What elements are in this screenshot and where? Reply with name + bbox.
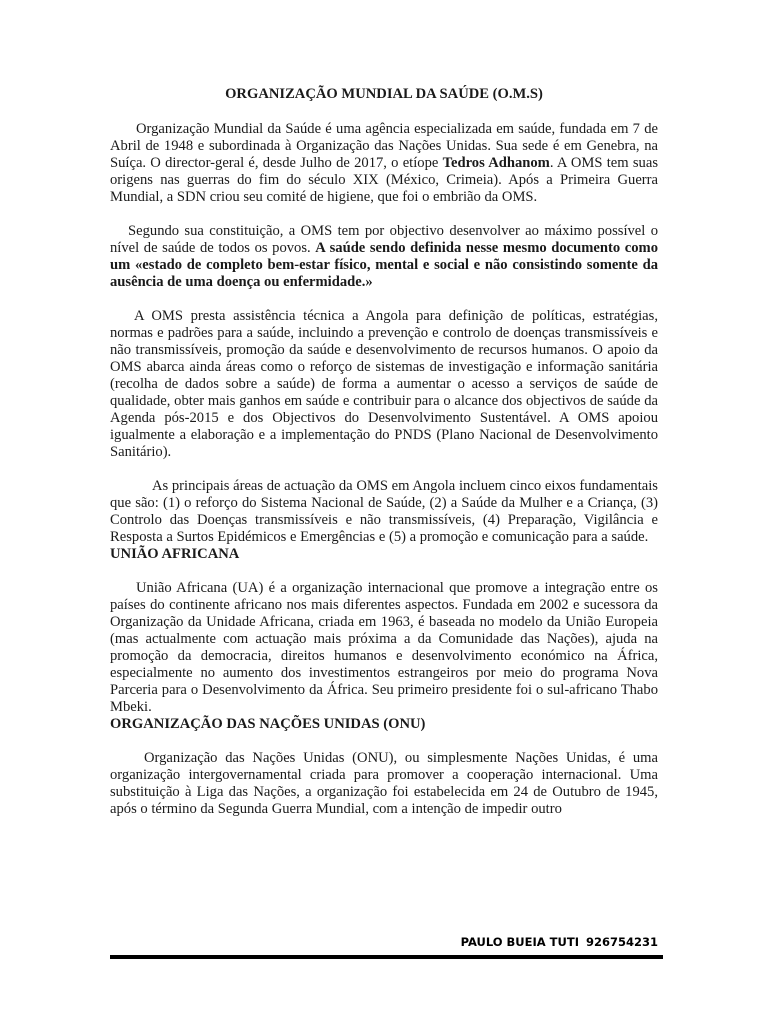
oms-paragraph-4: As principais áreas de actuação da OMS em Angola incluem cinco eixos fundamentais que são: (1) o reforço do Sistema Nacional de Saúde, (2) a Saúde da Mulher e a Criança, (3) Controlo das Doenças transmissíveis e não transmissíveis, (4) Preparação, Vigilância e Resposta a Surtos Epidémicos e Emergências e (5) a promoção e comunicação para a saúde.: [110, 478, 658, 545]
oms-p2-bold-definition: A saúde sendo definida nesse mesmo documento como um «estado de completo bem-estar físico, mental e social e não consistindo somente da ausência de uma doença ou enfermidade.»: [110, 240, 658, 290]
footer-author: PAULO BUEIA TUTI: [460, 935, 579, 949]
oms-paragraph-2: [110, 223, 658, 291]
ua-heading: UNIÃO AFRICANA: [110, 546, 240, 562]
oms-p2-text: Segundo sua constituição, a OMS tem por objectivo desenvolver ao máximo possível o nível de saúde de todos os povos.: [110, 223, 658, 256]
footer-rule: [110, 955, 663, 959]
oms-p1-text-b: . A OMS tem suas origens nas guerras do fim do século XIX (México, Crimeia). Após a Primeira Guerra Mundial, a SDN criou seu comité de higiene, que foi o embrião da OMS.: [110, 155, 658, 205]
document-title: ORGANIZAÇÃO MUNDIAL DA SAÚDE (O.M.S): [225, 86, 543, 102]
onu-paragraph-1: Organização das Nações Unidas (ONU), ou simplesmente Nações Unidas, é uma organização intergovernamental criada para promover a cooperação internacional. Uma substituição à Liga das Nações, a organização foi estabelecida em 24 de Outubro de 1945, após o término da Segunda Guerra Mundial, com a intenção de impedir outro: [110, 750, 658, 817]
oms-p1-text-a: Organização Mundial da Saúde é uma agência especializada em saúde, fundada em 7 de Abril de 1948 e subordinada à Organização das Nações Unidas. Sua sede é em Genebra, na Suíça. O director-geral é, desde Julho de 2017, o etíope: [110, 121, 658, 171]
page-footer: [110, 935, 658, 949]
ua-paragraph-1: União Africana (UA) é a organização internacional que promove a integração entre os países do continente africano nos mais diferentes aspectos. Fundada em 2002 e sucessora da Organização da Unidade Africana, criada em 1963, é baseada no modelo da União Europeia (mas actualmente com actuação mais próxima a da Comunidade das Nações), ajuda na promoção da democracia, direitos humanos e desenvolvimento económico na África, especialmente no aumento dos investimentos estrangeiros por meio do programa Nova Parceria para o Desenvolvimento da África. Seu primeiro presidente foi o sul-africano Thabo Mbeki.: [110, 580, 658, 715]
oms-paragraph-3: A OMS presta assistência técnica a Angola para definição de políticas, estratégias, normas e padrões para a saúde, incluindo a prevenção e controlo de doenças transmissíveis e não transmissíveis, promoção da saúde e desenvolvimento de recursos humanos. O apoio da OMS abarca ainda áreas como o reforço de sistemas de investigação e informação sanitária (recolha de dados sobre a saúde) de forma a aumentar o acesso a serviços de saúde de qualidade, obter mais ganhos em saúde e contribuir para o alcance dos objectivos de saúde da Agenda pós-2015 e dos Objectivos do Desenvolvimento Sustentável. A OMS apoiou igualmente a elaboração e a implementação do PNDS (Plano Nacional de Desenvolvimento Sanitário).: [110, 308, 658, 460]
footer-phone: 926754231: [585, 935, 658, 949]
oms-paragraph-1: [110, 121, 658, 206]
onu-heading: ORGANIZAÇÃO DAS NAÇÕES UNIDAS (ONU): [110, 716, 426, 732]
document-page: [110, 86, 658, 818]
oms-p1-bold-name: Tedros Adhanom: [442, 155, 550, 171]
